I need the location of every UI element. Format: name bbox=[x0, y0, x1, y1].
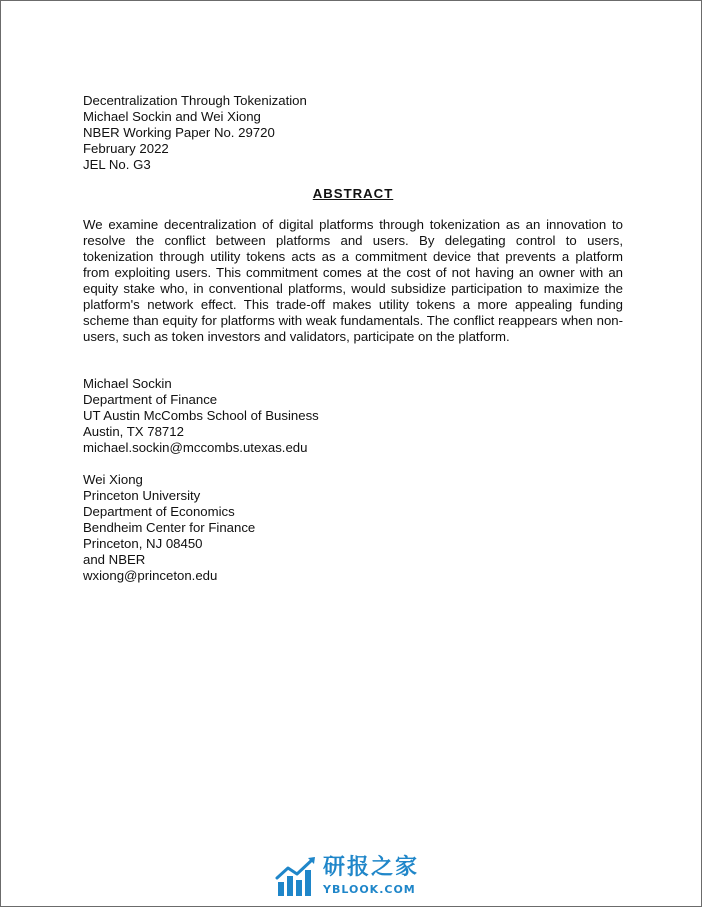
jel-code: JEL No. G3 bbox=[83, 157, 151, 172]
author-center: Bendheim Center for Finance bbox=[83, 520, 256, 535]
author-school: UT Austin McCombs School of Business bbox=[83, 408, 319, 423]
author-name: Wei Xiong bbox=[83, 472, 143, 487]
watermark bbox=[275, 854, 445, 900]
paper-title: Decentralization Through Tokenization bbox=[83, 93, 307, 108]
section-spacer bbox=[83, 345, 623, 376]
author-city: Princeton, NJ 08450 bbox=[83, 536, 203, 551]
publication-date: February 2022 bbox=[83, 141, 169, 156]
author-city: Austin, TX 78712 bbox=[83, 424, 184, 439]
author-address-sockin bbox=[83, 376, 623, 456]
working-paper-number: NBER Working Paper No. 29720 bbox=[83, 125, 275, 140]
address-spacer bbox=[83, 456, 623, 472]
author-address-xiong bbox=[83, 472, 623, 584]
watermark-title: 研报之家 bbox=[323, 855, 420, 880]
page-content bbox=[83, 93, 623, 584]
watermark-url: YBLOOK.COM bbox=[323, 883, 416, 896]
author-department: Department of Finance bbox=[83, 392, 218, 407]
author-email: michael.sockin@mccombs.utexas.edu bbox=[83, 440, 308, 455]
author-affiliation: and NBER bbox=[83, 552, 146, 567]
paper-authors: Michael Sockin and Wei Xiong bbox=[83, 109, 261, 124]
paper-header bbox=[83, 93, 623, 173]
bar-chart-logo-icon bbox=[275, 856, 317, 898]
author-email: wxiong@princeton.edu bbox=[83, 568, 218, 583]
abstract-body: We examine decentralization of digital platforms through tokenization as an innovation to resolve the conflict between platforms and users. By delegating control to users, tokenization through utility tokens acts as a commitment device that prevents a platform from exploiting users. This commitment comes at the cost of not having an owner with an equity stake who, in conventional platforms, would subsidize participation to maximize the platform's network effect. This trade-off makes utility tokens a more appealing funding scheme than equity for platforms with weak fundamentals. The conflict reappears when non-users, such as token investors and validators, participate on the platform. bbox=[83, 217, 623, 344]
author-name: Michael Sockin bbox=[83, 376, 172, 391]
author-university: Princeton University bbox=[83, 488, 201, 503]
abstract-heading: ABSTRACT bbox=[312, 186, 394, 201]
author-department: Department of Economics bbox=[83, 504, 235, 519]
